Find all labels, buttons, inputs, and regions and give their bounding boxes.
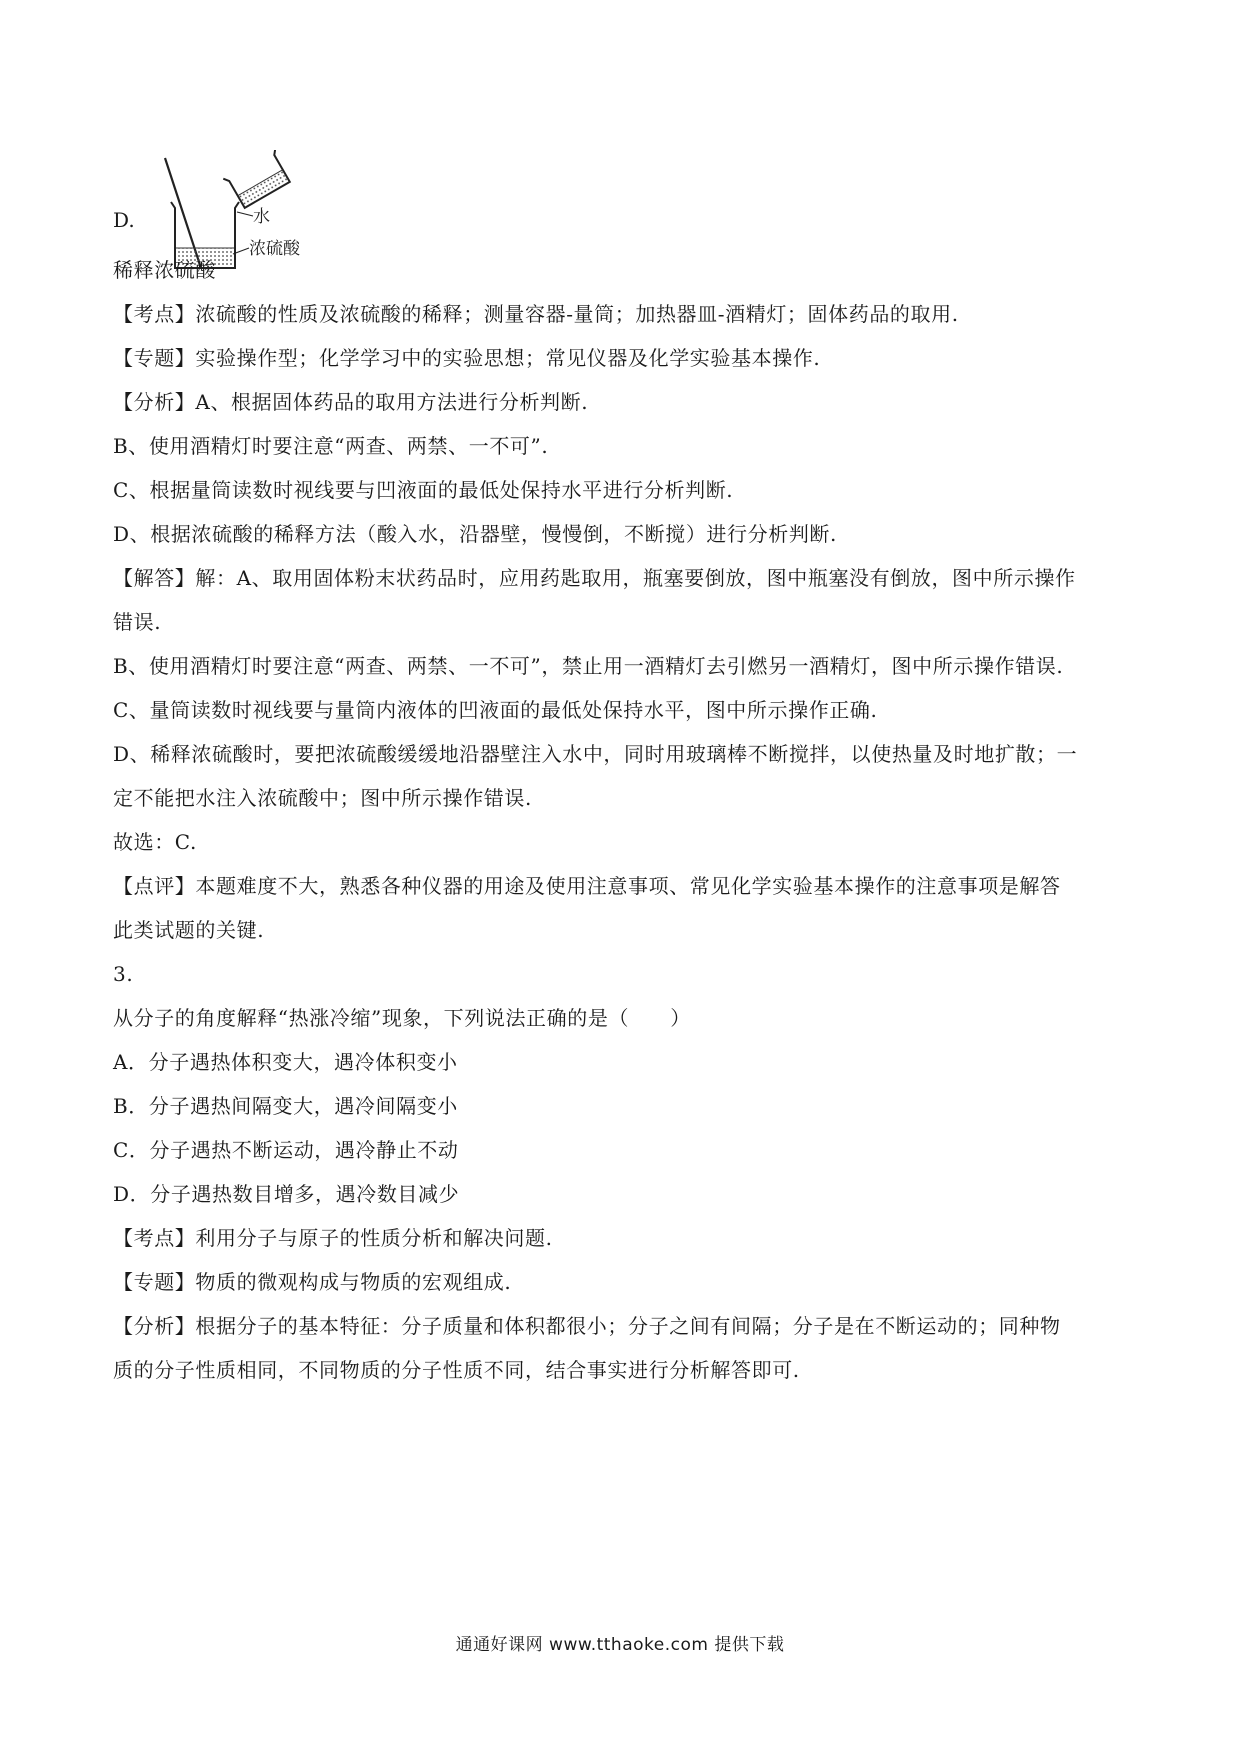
answer-line: 故选：C.: [113, 830, 197, 854]
jieda-line: 【解答】解：A、取用固体粉末状药品时，应用药匙取用，瓶塞要倒放，图中瓶塞没有倒放，图中所示操作: [113, 566, 1076, 590]
question-stem: 从分子的角度解释“热涨冷缩”现象，下列说法正确的是（ ）: [113, 1006, 691, 1030]
option-d-label: D.: [113, 208, 135, 232]
option-d-caption: 稀释浓硫酸: [113, 258, 216, 282]
jieda-c-line: C、量筒读数时视线要与量筒内液体的凹液面的最低处保持水平，图中所示操作正确.: [113, 698, 878, 722]
zhuanti-line-2: 【专题】物质的微观构成与物质的宏观组成.: [113, 1270, 512, 1294]
water-label: 水: [253, 207, 270, 227]
jieda-d-line: D、稀释浓硫酸时，要把浓硫酸缓缓地沿器壁注入水中，同时用玻璃棒不断搅拌，以使热量及时地扩散；一: [113, 742, 1078, 766]
dianping-line-cont: 此类试题的关键.: [113, 918, 265, 942]
jieda-d-line-cont: 定不能把水注入浓硫酸中；图中所示操作错误.: [113, 786, 532, 810]
option-d: D．分子遇热数目增多，遇冷数目减少: [113, 1182, 460, 1206]
kaodian-line: 【考点】浓硫酸的性质及浓硫酸的稀释；测量容器-量筒；加热器皿-酒精灯；固体药品的取用.: [113, 302, 959, 326]
acid-label: 浓硫酸: [249, 239, 300, 259]
fenxi-line-2-cont: 质的分子性质相同，不同物质的分子性质不同，结合事实进行分析解答即可.: [113, 1358, 800, 1382]
jieda-line-cont: 错误.: [113, 610, 162, 634]
question-number: 3.: [113, 962, 134, 986]
option-b: B．分子遇热间隔变大，遇冷间隔变小: [113, 1094, 458, 1118]
zhuanti-line: 【专题】实验操作型；化学学习中的实验思想；常见仪器及化学实验基本操作.: [113, 346, 821, 370]
fenxi-c-line: C、根据量筒读数时视线要与凹液面的最低处保持水平进行分析判断.: [113, 478, 734, 502]
option-c: C．分子遇热不断运动，遇冷静止不动: [113, 1138, 459, 1162]
page-footer: 通通好课网 www.tthaoke.com 提供下载: [455, 1635, 785, 1655]
kaodian-line-2: 【考点】利用分子与原子的性质分析和解决问题.: [113, 1226, 553, 1250]
fenxi-b-line: B、使用酒精灯时要注意“两查、两禁、一不可”.: [113, 434, 549, 458]
water-pointer: [237, 212, 253, 216]
dianping-line: 【点评】本题难度不大，熟悉各种仪器的用途及使用注意事项、常见化学实验基本操作的注意事项是解答: [113, 874, 1061, 898]
upper-beaker: [223, 150, 293, 210]
fenxi-line: 【分析】A、根据固体药品的取用方法进行分析判断.: [113, 390, 589, 414]
jieda-b-line: B、使用酒精灯时要注意“两查、两禁、一不可”，禁止用一酒精灯去引燃另一酒精灯，图中所示操作错误.: [113, 654, 1064, 678]
option-a: A．分子遇热体积变大，遇冷体积变小: [113, 1050, 458, 1074]
fenxi-line-2: 【分析】根据分子的基本特征：分子质量和体积都很小；分子之间有间隔；分子是在不断运动的；同种物: [113, 1314, 1061, 1338]
fenxi-d-line: D、根据浓硫酸的稀释方法（酸入水，沿器壁，慢慢倒，不断搅）进行分析判断.: [113, 522, 837, 546]
